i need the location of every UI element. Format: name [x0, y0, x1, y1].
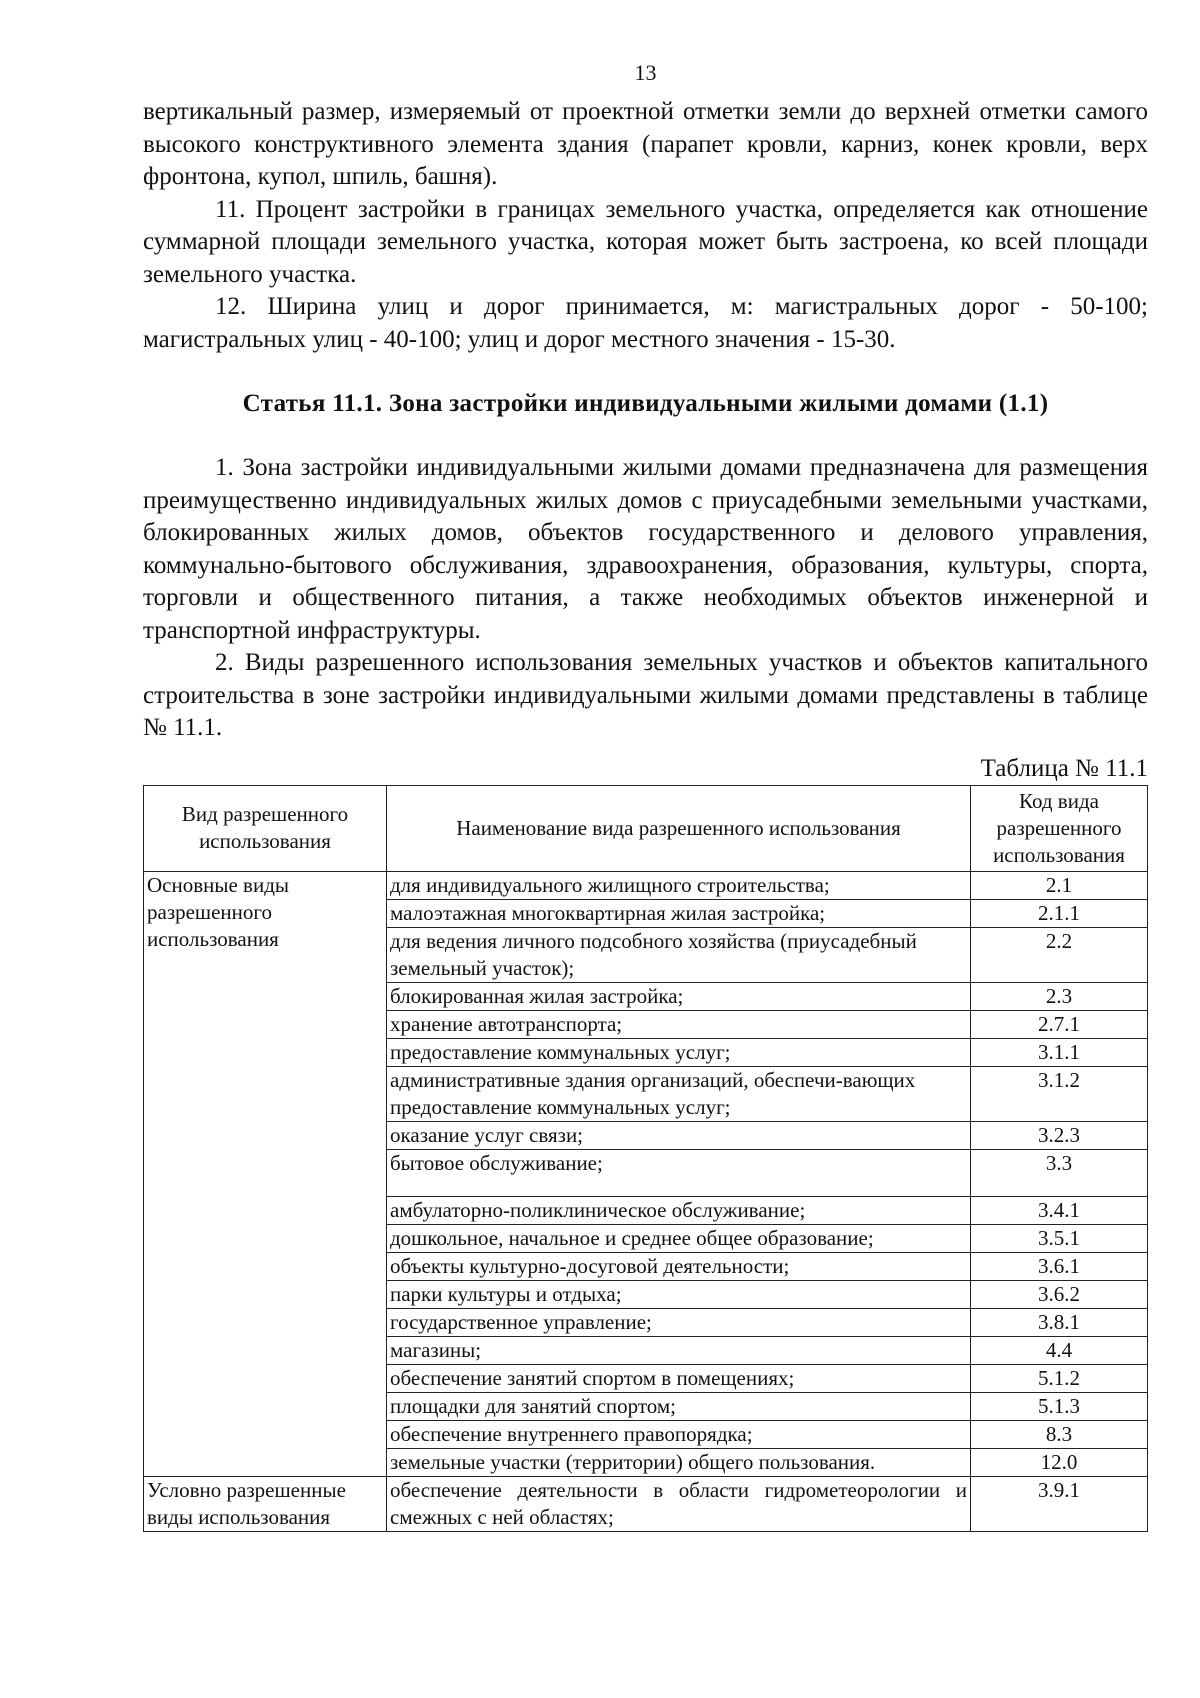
use-name: для ведения личного подсобного хозяйства (приусадебный земельный участок);	[387, 927, 971, 982]
use-code: 2.3	[971, 982, 1148, 1010]
use-name: обеспечение занятий спортом в помещениях;	[387, 1364, 971, 1392]
use-name: хранение автотранспорта;	[387, 1010, 971, 1038]
use-name: дошкольное, начальное и среднее общее образование;	[387, 1224, 971, 1252]
use-name: предоставление коммунальных услуг;	[387, 1038, 971, 1066]
group-label-main: Основные виды разрешенного использования	[144, 871, 387, 1476]
header-use-name: Наименование вида разрешенного использования	[387, 785, 971, 871]
article-paragraph: 1. Зона застройки индивидуальными жилыми домами предназначена для размещения преимущественно индивидуальных жилых домов с приусадебными земельными участками, блокированных жилых домов, объектов государственного и делового управления, коммунально-бытового обслуживания, здравоохранения, образования, культуры, спорта, торговли и общественного питания, а также необходимых объектов инженерной и транспортной инфраструктуры.	[143, 454, 1148, 644]
article-title: Статья 11.1. Зона застройки индивидуальными жилыми домами (1.1)	[242, 390, 1049, 417]
use-name: объекты культурно-досуговой деятельности;	[387, 1252, 971, 1280]
intro-paragraph: 11. Процент застройки в границах земельного участка, определяется как отношение суммарной площади земельного участка, которая может быть застроена, ко всей площади земельного участка.	[143, 195, 1148, 288]
use-code: 5.1.2	[971, 1364, 1148, 1392]
use-code: 5.1.3	[971, 1392, 1148, 1420]
use-code: 3.9.1	[971, 1476, 1148, 1531]
use-name: административные здания организаций, обеспечи-вающих предоставление коммунальных услуг;	[387, 1066, 971, 1121]
header-use-code: Код вида разрешенного использования	[971, 785, 1148, 871]
use-name: обеспечение внутреннего правопорядка;	[387, 1420, 971, 1448]
use-name: земельные участки (территории) общего пользования.	[387, 1448, 971, 1476]
use-name: амбулаторно-поликлиническое обслуживание;	[387, 1196, 971, 1224]
use-code: 3.8.1	[971, 1308, 1148, 1336]
use-code: 3.2.3	[971, 1121, 1148, 1149]
use-name: бытовое обслуживание;	[387, 1149, 971, 1196]
group-label-conditional: Условно разрешенные виды использования	[144, 1476, 387, 1531]
article-paragraph: 2. Виды разрешенного использования земельных участков и объектов капитального строительства в зоне застройки индивидуальными жилыми домами представлены в таблице № 11.1.	[143, 649, 1148, 741]
use-code: 12.0	[971, 1448, 1148, 1476]
table-caption: Таблица № 11.1	[980, 754, 1148, 782]
use-name: государственное управление;	[387, 1308, 971, 1336]
use-name: для индивидуального жилищного строительства;	[387, 871, 971, 899]
use-name: оказание услуг связи;	[387, 1121, 971, 1149]
page-number: 13	[634, 60, 657, 85]
use-code: 4.4	[971, 1336, 1148, 1364]
intro-paragraph: вертикальный размер, измеряемый от проектной отметки земли до верхней отметки самого высокого конструктивного элемента здания (парапет кровли, карниз, конек кровли, верх фронтона, купол, шпиль, башня).	[143, 98, 1148, 190]
header-use-type: Вид разрешенного использования	[144, 785, 387, 871]
use-code: 2.2	[971, 927, 1148, 982]
use-name: обеспечение деятельности в области гидрометеорологии и смежных с ней областях;	[387, 1476, 971, 1531]
use-code: 2.1	[971, 871, 1148, 899]
use-name: магазины;	[387, 1336, 971, 1364]
use-code: 3.6.2	[971, 1280, 1148, 1308]
permitted-use-table	[143, 785, 1148, 1532]
table-row	[144, 1476, 1148, 1531]
use-code: 3.3	[971, 1149, 1148, 1196]
use-code: 2.7.1	[971, 1010, 1148, 1038]
use-code: 3.1.1	[971, 1038, 1148, 1066]
use-name: площадки для занятий спортом;	[387, 1392, 971, 1420]
use-code: 3.1.2	[971, 1066, 1148, 1121]
table-row	[144, 871, 1148, 899]
use-code: 3.4.1	[971, 1196, 1148, 1224]
use-name: малоэтажная многоквартирная жилая застройка;	[387, 899, 971, 927]
table-header-row	[144, 785, 1148, 871]
use-code: 3.6.1	[971, 1252, 1148, 1280]
use-code: 8.3	[971, 1420, 1148, 1448]
use-name: парки культуры и отдыха;	[387, 1280, 971, 1308]
document-page	[143, 60, 1148, 1532]
use-code: 2.1.1	[971, 899, 1148, 927]
intro-paragraph: 12. Ширина улиц и дорог принимается, м: магистральных дорог - 50-100; магистральных улиц - 40-100; улиц и дорог местного значения - 15-30.	[143, 293, 1148, 353]
use-name: блокированная жилая застройка;	[387, 982, 971, 1010]
use-code: 3.5.1	[971, 1224, 1148, 1252]
